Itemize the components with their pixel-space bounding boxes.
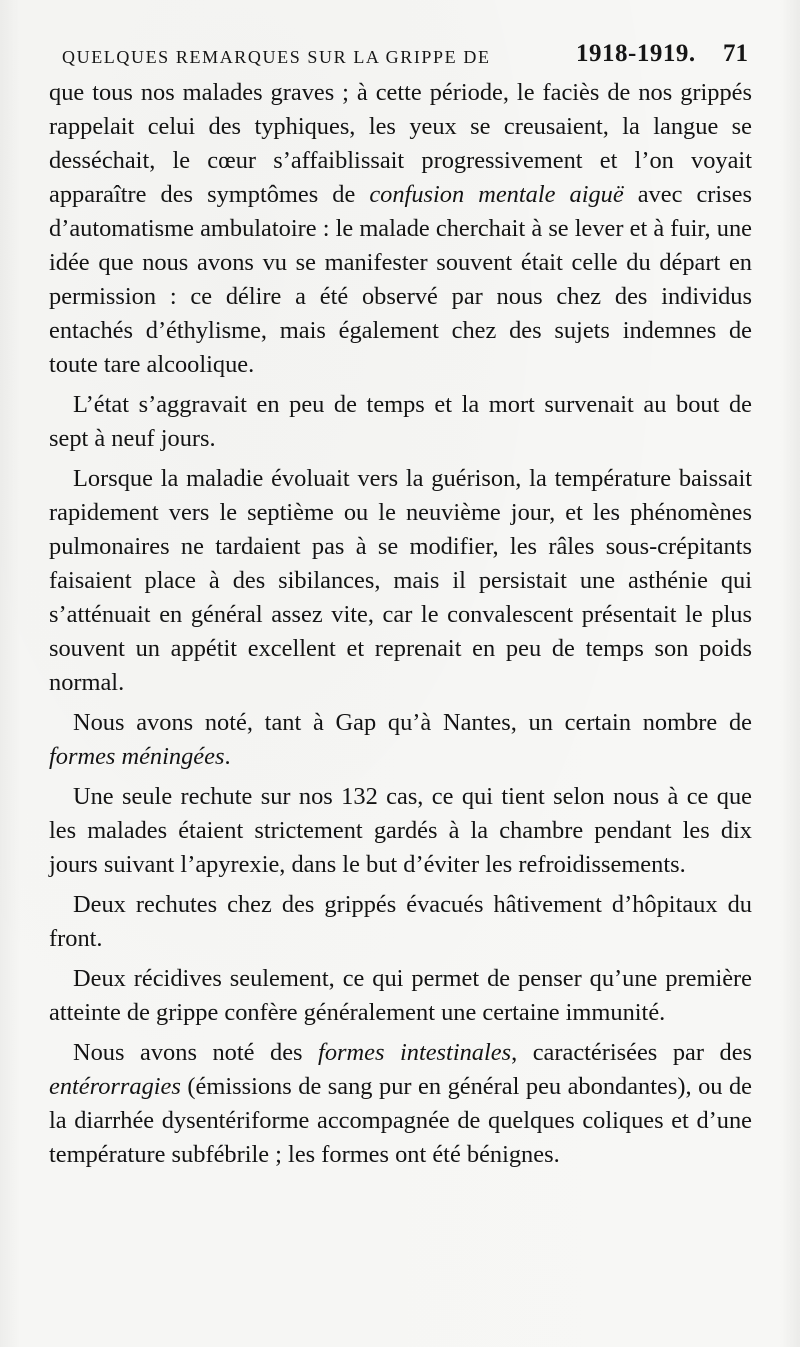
paragraph <box>49 706 752 774</box>
paragraph <box>49 962 752 1030</box>
text-segment: Deux récidives seulement, ce qui permet de penser qu’une première atteinte de grippe confère généralement une certaine immunité. <box>49 965 752 1026</box>
paragraph <box>49 888 752 956</box>
italic-term: formes méningées <box>49 743 225 770</box>
page-number: 71 <box>723 40 748 67</box>
text-segment: Lorsque la maladie évoluait vers la guérison, la température baissait rapidement vers le septième ou le neuvième jour, et les phénomènes pulmonaires ne tardaient pas à se modifier, les râles sous-crépitants faisaient place à des sibilances, mais il persistait une asthénie qui s’atténuait en général assez vite, car le convalescent présentait le plus souvent un appétit excellent et reprenait en peu de temps son poids normal. <box>49 465 752 696</box>
paragraph <box>49 462 752 700</box>
text-segment: . <box>224 743 231 770</box>
text-segment: que tous nos malades graves ; à cette période, le faciès de nos grippés rappelait celui des typhiques, les yeux se creusaient, la langue se desséchait, le cœur s’affaiblissait progressivement et l’on voyait apparaître des symptômes de <box>49 79 752 208</box>
text-segment: (émissions de sang pur en général peu abondantes), ou de la diarrhée dysentériforme accompagnée de quelques coliques et d’une température subfébrile ; les formes ont été bénignes. <box>49 1073 752 1168</box>
text-segment: Nous avons noté, tant à Gap qu’à Nantes, un certain nombre de <box>73 709 752 736</box>
italic-term: entérorragies <box>49 1073 181 1100</box>
text-segment: , caractérisées par des <box>511 1039 753 1066</box>
running-title-years: 1918-1919. <box>576 40 696 67</box>
paragraph <box>49 1036 752 1172</box>
text-segment: Une seule rechute sur nos 132 cas, ce qui tient selon nous à ce que les malades étaient strictement gardés à la chambre pendant les dix jours suivant l’apyrexie, dans le but d’éviter les refroidissements. <box>49 783 752 878</box>
running-header <box>62 40 762 76</box>
paragraph <box>49 76 752 382</box>
italic-term: confusion mentale aiguë <box>369 181 624 208</box>
text-segment: Nous avons noté des <box>73 1039 319 1066</box>
running-title: QUELQUES REMARQUES SUR LA GRIPPE DE <box>62 47 491 67</box>
italic-term: formes intestinales <box>318 1039 512 1066</box>
paragraph <box>49 780 752 882</box>
text-segment: L’état s’aggravait en peu de temps et la mort survenait au bout de sept à neuf jours. <box>49 391 752 452</box>
paragraph <box>49 388 752 456</box>
text-segment: Deux rechutes chez des grippés évacués hâtivement d’hôpitaux du front. <box>49 891 752 952</box>
body-text <box>49 76 752 1172</box>
text-segment: avec crises d’automatisme ambulatoire : le malade cherchait à se lever et à fuir, une idée que nous avons vu se manifester souvent était celle du départ en permission : ce délire a été observé par nous chez des individus entachés d’éthylisme, mais également chez des sujets indemnes de toute tare alcoolique. <box>49 181 752 378</box>
